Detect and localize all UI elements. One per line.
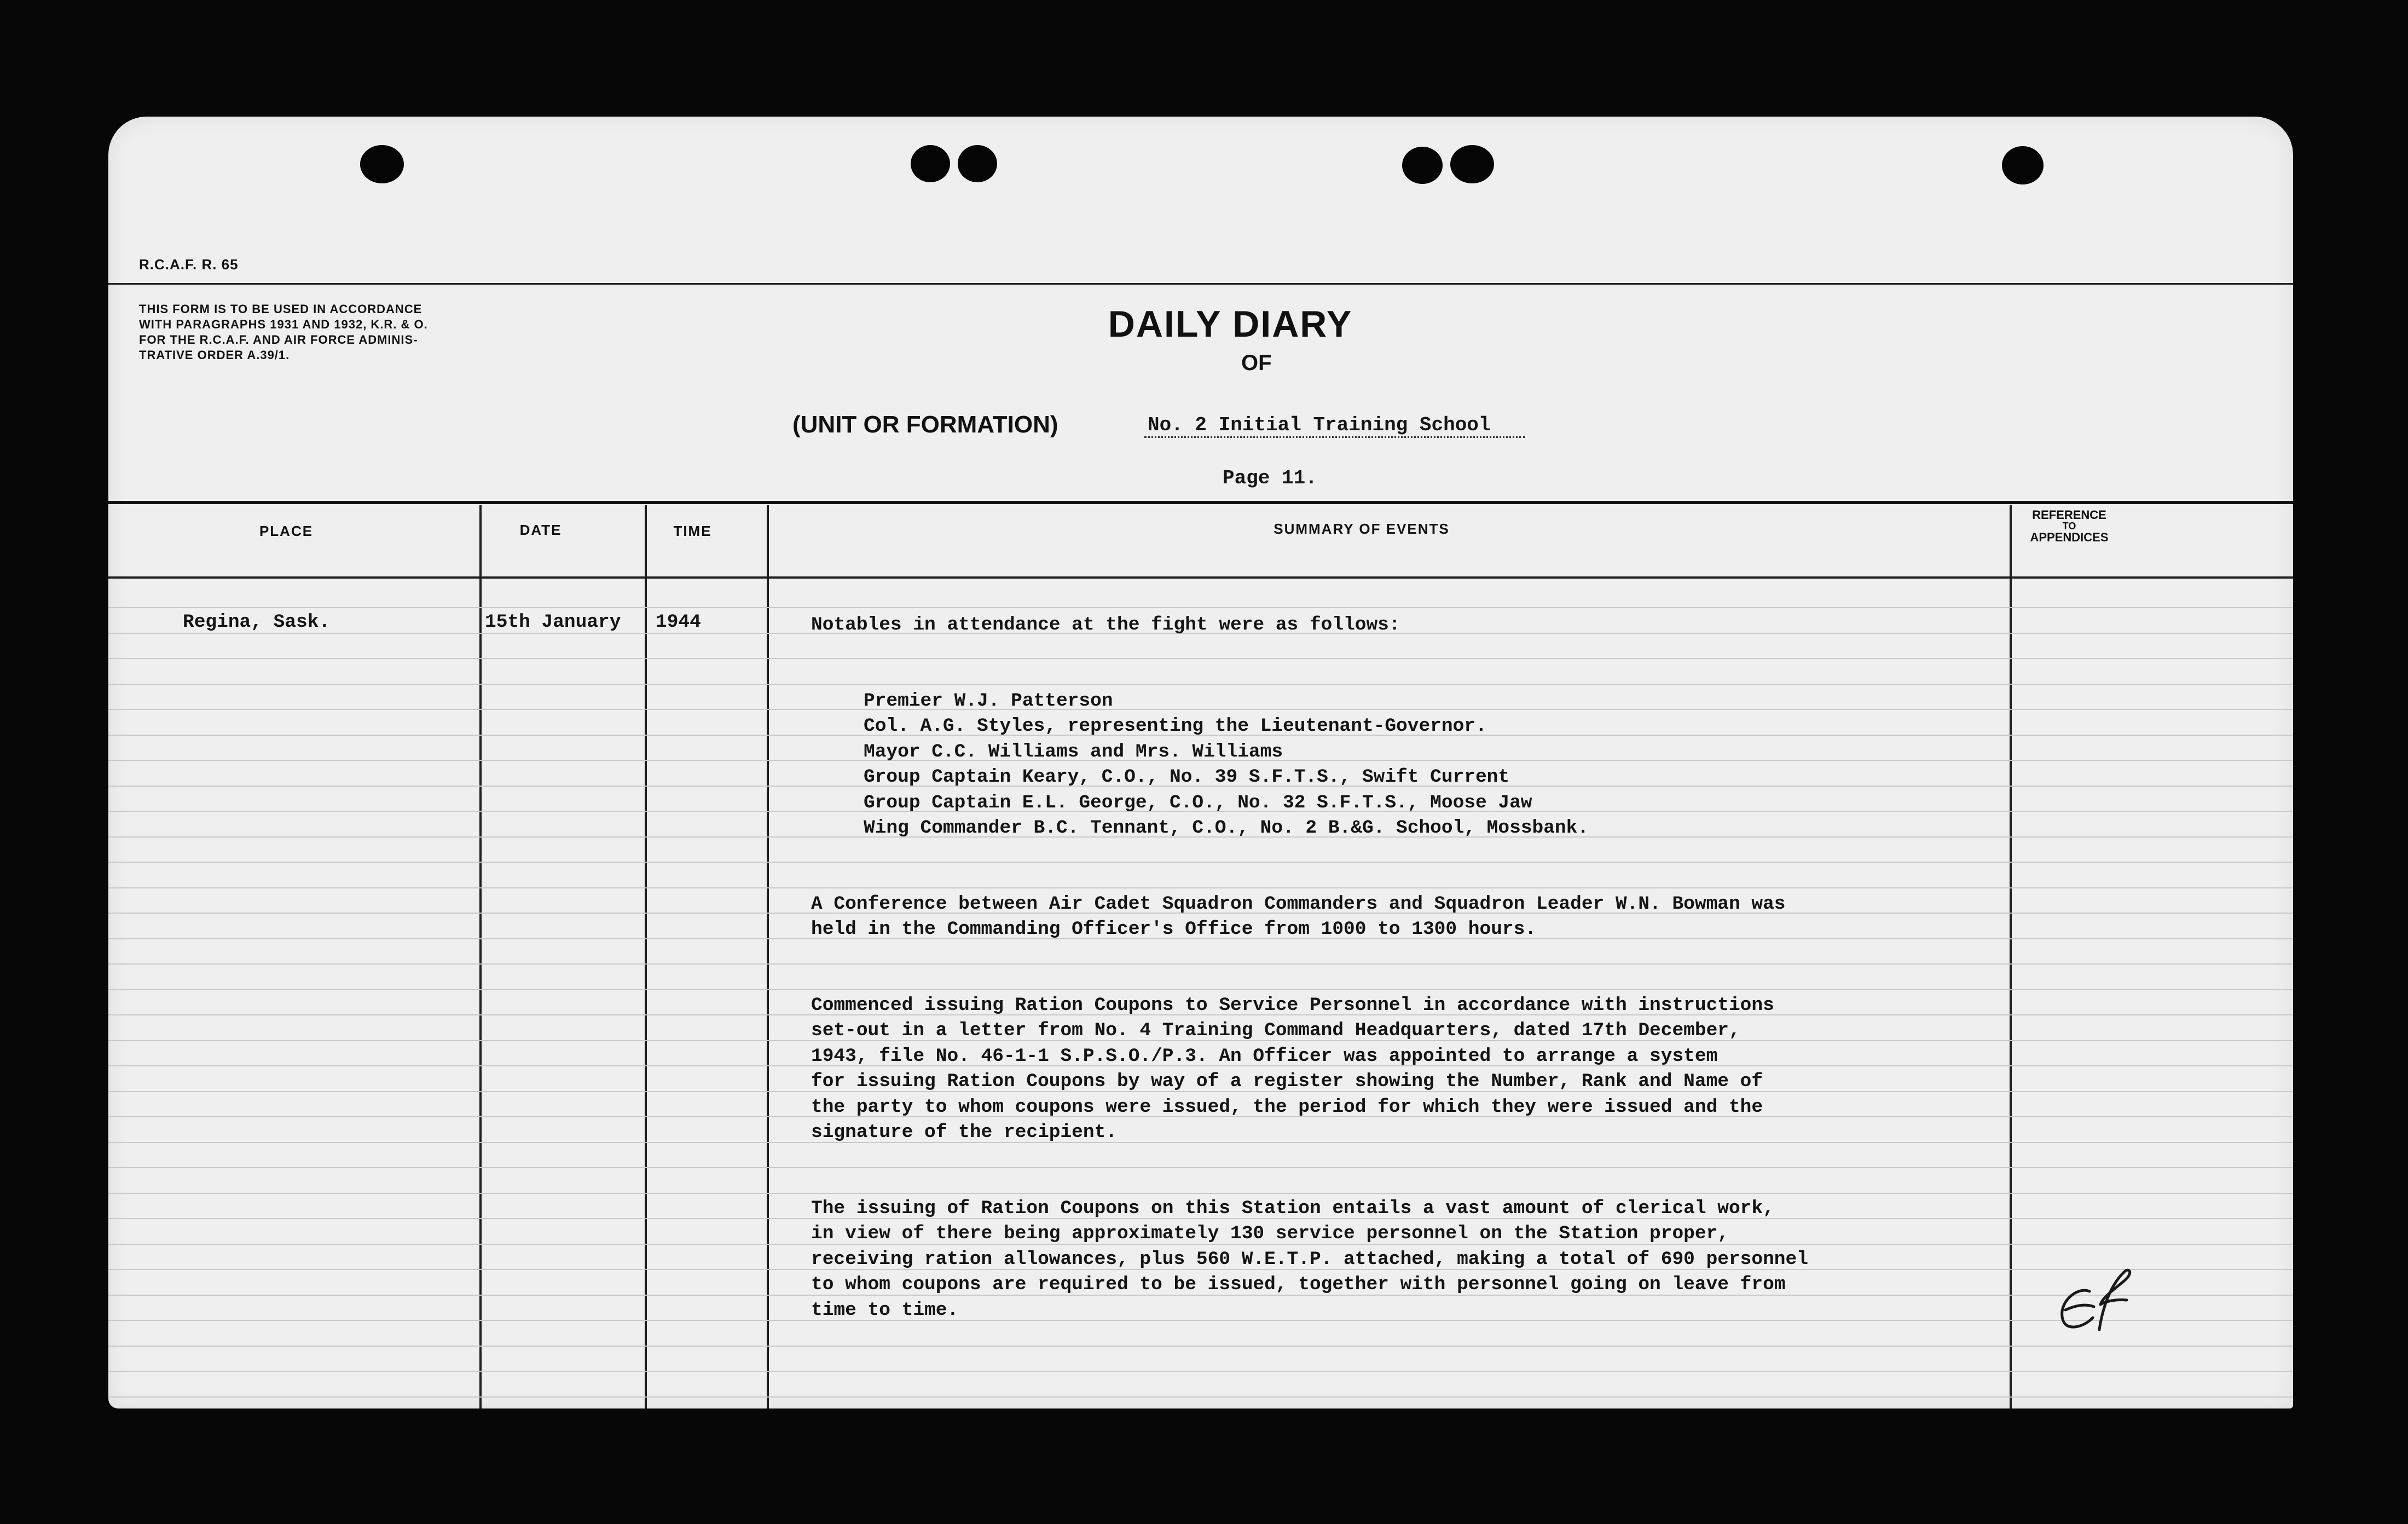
ruled-line xyxy=(108,1346,2293,1347)
ruled-line xyxy=(108,607,2293,608)
summary-line: 1943, file No. 46-1-1 S.P.S.O./P.3. An Officer was appointed to arrange a system xyxy=(811,1045,1718,1067)
summary-line: to whom coupons are required to be issued, together with personnel going on leave from xyxy=(811,1274,1786,1295)
summary-line: The issuing of Ration Coupons on this Station entails a vast amount of clerical work, xyxy=(811,1197,1774,1219)
column-header-time: TIME xyxy=(673,523,712,539)
table-top-border xyxy=(108,501,2293,504)
form-note-line: THIS FORM IS TO BE USED IN ACCORDANCE xyxy=(139,302,422,316)
column-divider xyxy=(767,505,769,1408)
summary-line: in view of there being approximately 130 service personnel on the Station proper, xyxy=(811,1223,1729,1244)
page-number: Page 11. xyxy=(1223,467,1317,489)
summary-line: Commenced issuing Ration Coupons to Service Personnel in accordance with instructions xyxy=(811,994,1774,1016)
summary-line: receiving ration allowances, plus 560 W.E.T.P. attached, making a total of 690 personnel xyxy=(811,1248,1808,1270)
summary-line: signature of the recipient. xyxy=(811,1122,1117,1143)
entry-time: 1944 xyxy=(656,611,701,633)
summary-line: Premier W.J. Patterson xyxy=(864,690,1113,712)
paragraph-gap xyxy=(811,841,2146,892)
summary-line: Group Captain E.L. George, C.O., No. 32 S.F.T.S., Moose Jaw xyxy=(864,792,1532,813)
column-header-summary: SUMMARY OF EVENTS xyxy=(1274,521,1450,537)
header-divider xyxy=(108,283,2293,285)
form-note-line: FOR THE R.C.A.F. AND AIR FORCE ADMINIS- xyxy=(139,333,418,347)
column-divider xyxy=(645,505,647,1408)
summary-line: Group Captain Keary, C.O., No. 39 S.F.T.S., Swift Current xyxy=(864,766,1510,788)
diary-form-card xyxy=(108,117,2293,1408)
column-divider xyxy=(479,505,482,1408)
punch-hole xyxy=(1402,147,1443,184)
summary-line: A Conference between Air Cadet Squadron Commanders and Squadron Leader W.N. Bowman was xyxy=(811,893,1786,915)
unit-label: (UNIT OR FORMATION) xyxy=(792,411,1058,438)
summary-line: time to time. xyxy=(811,1299,959,1321)
summary-line: set-out in a letter from No. 4 Training Command Headquarters, dated 17th December, xyxy=(811,1020,1740,1041)
punch-hole xyxy=(1450,145,1494,183)
summary-line: for issuing Ration Coupons by way of a register showing the Number, Rank and Name of xyxy=(811,1071,1763,1092)
column-header-place: PLACE xyxy=(259,523,314,539)
ruled-line xyxy=(108,1396,2293,1398)
summary-line: Notables in attendance at the fight were as follows: xyxy=(811,614,1400,636)
summary-line: Wing Commander B.C. Tennant, C.O., No. 2 B.&G. School, Mossbank. xyxy=(864,817,1589,839)
unit-value: No. 2 Initial Training School xyxy=(1144,414,1525,438)
summary-of-events xyxy=(811,613,2146,1323)
form-number: R.C.A.F. R. 65 xyxy=(139,256,239,273)
punch-hole xyxy=(2002,146,2044,184)
reference-header-line: REFERENCE xyxy=(2032,508,2106,522)
ruled-line xyxy=(108,1371,2293,1372)
column-header-date: DATE xyxy=(519,522,562,538)
reference-header-line: TO xyxy=(2062,521,2076,532)
summary-line: Col. A.G. Styles, representing the Lieutenant-Governor. xyxy=(864,715,1487,737)
paragraph-gap xyxy=(811,1146,2146,1196)
form-note-line: WITH PARAGRAPHS 1931 AND 1932, K.R. & O. xyxy=(139,318,428,331)
summary-line: held in the Commanding Officer's Office from 1000 to 1300 hours. xyxy=(811,919,1537,940)
page-title: DAILY DIARY xyxy=(1108,303,1353,345)
punch-hole xyxy=(911,145,950,182)
reference-header-line: APPENDICES xyxy=(2030,530,2109,544)
title-of: OF xyxy=(1241,351,1272,375)
form-note-line: TRATIVE ORDER A.39/1. xyxy=(139,348,290,362)
entry-place: Regina, Sask. xyxy=(183,611,331,633)
summary-line: the party to whom coupons were issued, the period for which they were issued and the xyxy=(811,1096,1763,1118)
summary-line: Mayor C.C. Williams and Mrs. Williams xyxy=(864,741,1283,763)
entry-date: 15th January xyxy=(485,611,621,633)
paragraph-gap xyxy=(811,638,2146,689)
column-header-divider xyxy=(108,576,2293,579)
punch-hole xyxy=(958,145,997,182)
handwritten-initials xyxy=(2047,1265,2140,1347)
paragraph-gap xyxy=(811,943,2146,993)
punch-hole xyxy=(360,145,404,183)
column-header-reference xyxy=(2012,509,2127,544)
